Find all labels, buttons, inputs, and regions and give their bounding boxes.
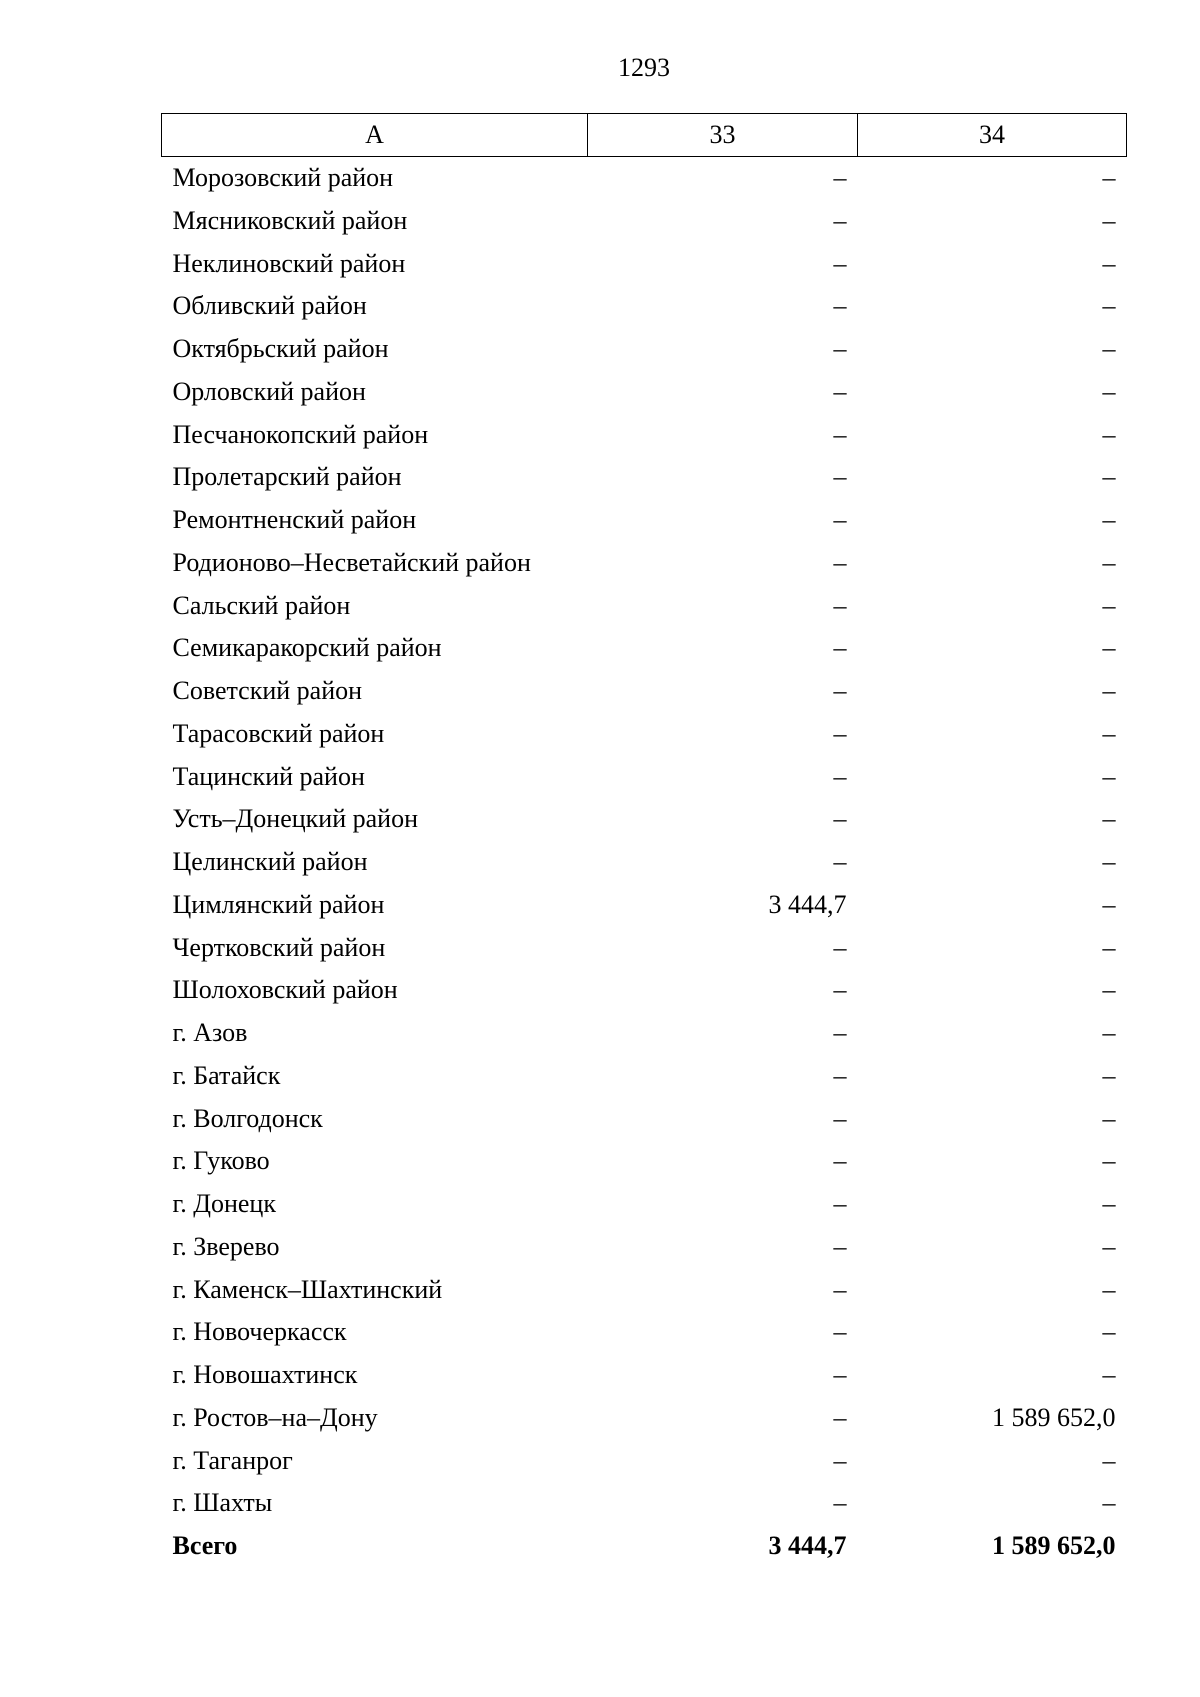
value-col-33: – <box>833 1445 847 1475</box>
row-label: Тацинский район <box>172 761 365 791</box>
value-col-34: – <box>1102 1317 1116 1347</box>
table-row <box>162 1269 1127 1312</box>
table-row <box>162 627 1127 670</box>
table-row <box>162 1098 1127 1141</box>
row-label: Ремонтненский район <box>172 505 417 534</box>
value-col-34: – <box>1102 847 1116 876</box>
value-col-34: – <box>1102 334 1116 363</box>
table-row <box>162 1183 1127 1226</box>
value-col-34: – <box>1102 1231 1116 1261</box>
header-row <box>162 114 1127 157</box>
table-row <box>162 285 1127 328</box>
value-col-33: – <box>833 590 847 620</box>
row-label: Родионово–Несветайский район <box>172 547 531 577</box>
row-label: г. Каменск–Шахтинский <box>172 1274 443 1304</box>
value-col-34: – <box>1102 1146 1116 1176</box>
table-header <box>162 114 1127 157</box>
header-cell-a: А <box>162 114 588 157</box>
table-row <box>162 713 1127 756</box>
table-row <box>162 585 1127 628</box>
value-col-34: – <box>1102 1274 1116 1304</box>
value-col-34: – <box>1102 761 1116 791</box>
row-label: Сальский район <box>172 590 351 620</box>
value-col-33: – <box>833 633 847 663</box>
value-col-33: – <box>833 1018 847 1047</box>
value-col-34: – <box>1102 505 1116 534</box>
value-col-34: – <box>1102 1189 1116 1218</box>
page-number <box>0 50 1200 86</box>
value-col-33: – <box>833 1060 847 1090</box>
table-row <box>162 157 1127 200</box>
value-col-33: – <box>833 1231 847 1261</box>
total-value-col-33: 3 444,7 <box>768 1531 847 1560</box>
table-row <box>162 1440 1127 1483</box>
value-col-34: – <box>1102 419 1116 449</box>
table-row <box>162 1311 1127 1354</box>
value-col-34: – <box>1102 462 1116 492</box>
value-col-33: – <box>833 932 847 962</box>
value-col-34: – <box>1102 633 1116 663</box>
value-col-33: – <box>833 163 847 192</box>
value-col-33: – <box>833 1189 847 1218</box>
value-col-33: – <box>833 505 847 534</box>
value-col-34: – <box>1102 1488 1116 1518</box>
value-col-33: – <box>833 1317 847 1347</box>
total-value-col-34: 1 589 652,0 <box>992 1531 1116 1560</box>
row-label: г. Гуково <box>172 1146 270 1176</box>
value-col-34: – <box>1102 718 1116 748</box>
table-row <box>162 414 1127 457</box>
table-body <box>162 157 1127 1568</box>
table-row <box>162 969 1127 1012</box>
table-row <box>162 841 1127 884</box>
value-col-34: – <box>1102 676 1116 705</box>
value-col-33: 3 444,7 <box>768 889 847 919</box>
table-row <box>162 1397 1127 1440</box>
table-row <box>162 927 1127 970</box>
table-row <box>162 542 1127 585</box>
value-col-34: – <box>1102 1445 1116 1475</box>
value-col-33: – <box>833 761 847 791</box>
table-row <box>162 1140 1127 1183</box>
row-label: г. Новошахтинск <box>172 1360 358 1389</box>
table-row <box>162 243 1127 286</box>
value-col-34: – <box>1102 163 1116 192</box>
value-col-34: – <box>1102 804 1116 834</box>
table-row <box>162 1226 1127 1269</box>
table-row <box>162 328 1127 371</box>
row-label: Морозовский район <box>172 163 394 192</box>
value-col-33: – <box>833 376 847 406</box>
row-label: Неклиновский район <box>172 248 406 278</box>
row-label: Чертковский район <box>172 932 386 962</box>
value-col-33: – <box>833 1103 847 1133</box>
row-label: Обливский район <box>172 291 367 321</box>
row-label: г. Азов <box>172 1018 248 1047</box>
table-row <box>162 456 1127 499</box>
value-col-34: – <box>1102 547 1116 577</box>
data-table <box>161 113 1127 1568</box>
row-label: Цимлянский район <box>172 889 385 919</box>
row-label: Песчанокопский район <box>172 419 429 449</box>
value-col-34: – <box>1102 1018 1116 1047</box>
row-label: Пролетарский район <box>172 462 402 492</box>
value-col-33: – <box>833 291 847 321</box>
value-col-33: – <box>833 334 847 363</box>
header-cell-33: 33 <box>588 114 858 157</box>
table-row <box>162 200 1127 243</box>
value-col-33: – <box>833 1146 847 1176</box>
row-label: Мясниковский район <box>172 205 408 235</box>
row-label: г. Ростов–на–Дону <box>172 1402 378 1432</box>
row-label: Усть–Донецкий район <box>172 804 418 834</box>
total-label: Всего <box>172 1531 238 1560</box>
table-row <box>162 1055 1127 1098</box>
table-row <box>162 1012 1127 1055</box>
row-label: г. Зверево <box>172 1231 280 1261</box>
row-label: Октябрьский район <box>172 334 389 363</box>
value-col-33: – <box>833 248 847 278</box>
row-label: Целинский район <box>172 847 368 876</box>
value-col-33: – <box>833 975 847 1005</box>
value-col-33: – <box>833 847 847 876</box>
value-col-34: – <box>1102 932 1116 962</box>
value-col-33: – <box>833 205 847 235</box>
value-col-33: – <box>833 718 847 748</box>
table-row <box>162 756 1127 799</box>
row-label: г. Волгодонск <box>172 1103 323 1133</box>
row-label: г. Таганрог <box>172 1445 293 1475</box>
table-row <box>162 1354 1127 1397</box>
row-label: Шолоховский район <box>172 975 398 1005</box>
value-col-33: – <box>833 804 847 834</box>
table-row <box>162 670 1127 713</box>
value-col-33: – <box>833 1402 847 1432</box>
value-col-33: – <box>833 1274 847 1304</box>
row-label: г. Шахты <box>172 1488 273 1518</box>
value-col-34: – <box>1102 291 1116 321</box>
value-col-33: – <box>833 419 847 449</box>
row-label: г. Новочеркасск <box>172 1317 347 1347</box>
table-row <box>162 798 1127 841</box>
table-row <box>162 371 1127 414</box>
value-col-33: – <box>833 1360 847 1389</box>
total-row <box>162 1525 1127 1568</box>
value-col-34: – <box>1102 1103 1116 1133</box>
page-number-text: 1293 <box>618 53 670 82</box>
value-col-34: – <box>1102 590 1116 620</box>
value-col-33: – <box>833 462 847 492</box>
value-col-34: – <box>1102 376 1116 406</box>
header-cell-34: 34 <box>858 114 1127 157</box>
value-col-33: – <box>833 676 847 705</box>
row-label: Тарасовский район <box>172 718 385 748</box>
value-col-33: – <box>833 547 847 577</box>
row-label: Советский район <box>172 676 363 705</box>
row-label: г. Донецк <box>172 1189 276 1218</box>
table-row <box>162 1482 1127 1525</box>
row-label: г. Батайск <box>172 1060 281 1090</box>
value-col-34: 1 589 652,0 <box>992 1402 1116 1432</box>
value-col-34: – <box>1102 1060 1116 1090</box>
table-row <box>162 884 1127 927</box>
row-label: Семикаракорский район <box>172 633 442 663</box>
value-col-34: – <box>1102 248 1116 278</box>
value-col-33: – <box>833 1488 847 1518</box>
value-col-34: – <box>1102 1360 1116 1389</box>
value-col-34: – <box>1102 205 1116 235</box>
row-label: Орловский район <box>172 376 366 406</box>
value-col-34: – <box>1102 975 1116 1005</box>
table-row <box>162 499 1127 542</box>
value-col-34: – <box>1102 889 1116 919</box>
